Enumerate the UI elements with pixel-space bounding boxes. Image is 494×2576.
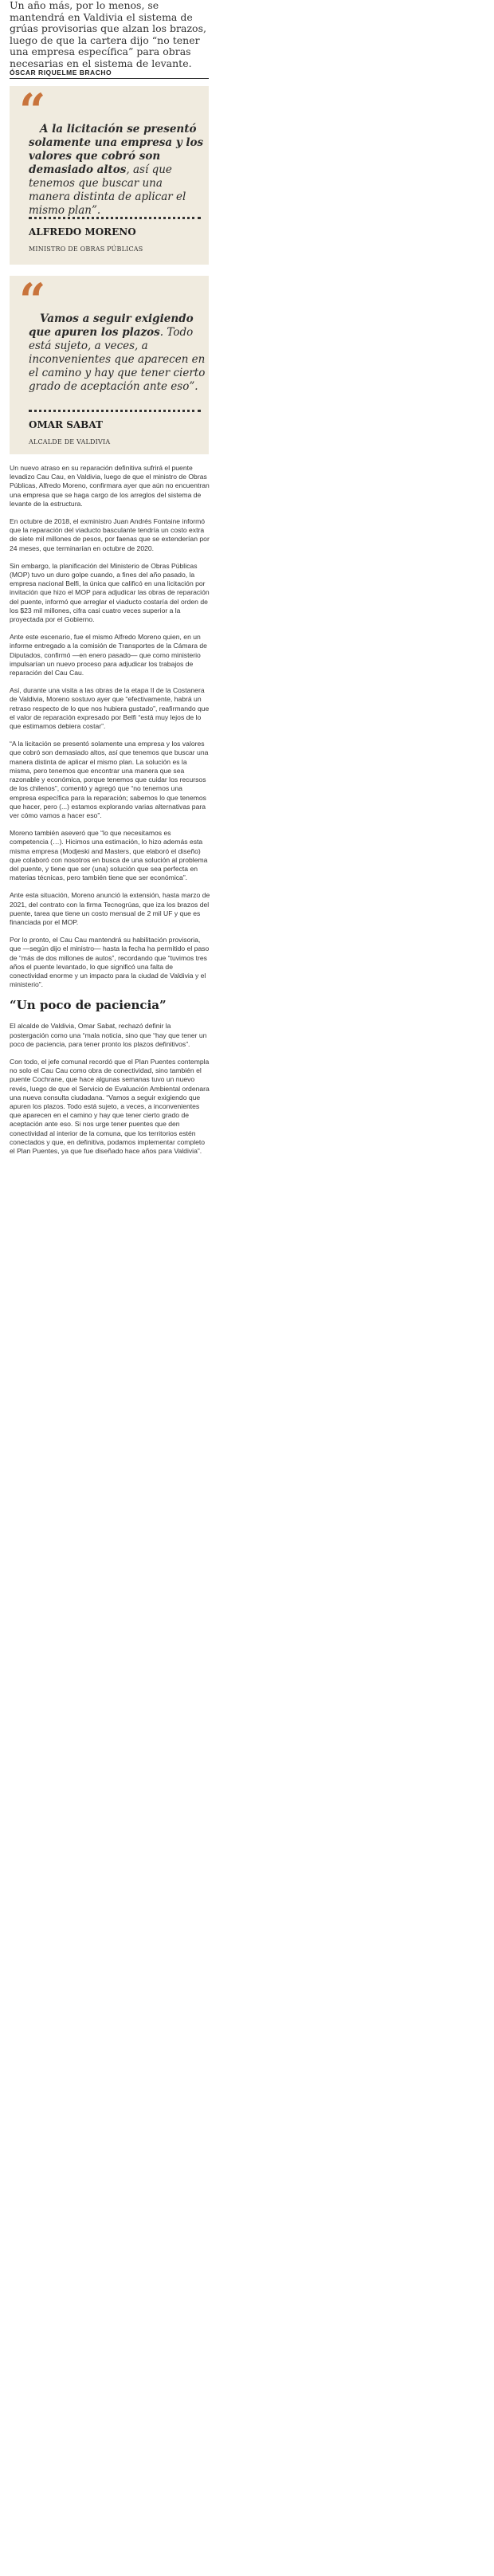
- pull-quote-moreno: [10, 86, 209, 265]
- byline: ÓSCAR RIQUELME BRACHO: [10, 69, 112, 77]
- pull-quote-text: [29, 123, 206, 218]
- quote-author-name: OMAR SABAT: [29, 419, 103, 430]
- dotted-divider: [29, 217, 201, 219]
- body-paragraph: Sin embargo, la planificación del Ministerio de Obras Públicas (MOP) tuvo un duro golpe cuando, a fines del año pasado, la empresa nacional Belfi, la única que calificó en una licitación por invitación que hizo el MOP para adjudicar las obras de reparación del puente, informó que arreglar el viaducto costaría del orden de los $23 mil millones, cifra casi cuatro veces superior a la proyectada por el Gobierno.: [10, 561, 210, 624]
- pull-quote-emphasis: Vamos a seguir exigiendo que apuren los plazos: [29, 312, 194, 339]
- article-body: [10, 464, 210, 1164]
- body-paragraph: “A la licitación se presentó solamente una empresa y los valores que cobró son demasiado altos, así que tenemos que buscar una manera distinta de aplicar el mismo plan. La solución es la misma, pero tenemos que encontrar una manera que sea razonable y económica, porque tenemos que cuidar los recursos de los chilenos”, comentó y agregó que “no tenemos una empresa específica para la reparación; sabemos lo que tenemos que hacer, pero (...) estamos explorando varias alternativas para ver cómo vamos a hacer eso”.: [10, 740, 209, 819]
- quote-author-role: ALCALDE DE VALDIVIA: [29, 438, 111, 446]
- pull-quote-sabat: [10, 273, 209, 454]
- body-paragraph: En octubre de 2018, el exministro Juan Andrés Fontaine informó que la reparación del viaducto basculante tendría un costo extra de siete mil millones de pesos, por faenas que se extenderían por 24 meses, que terminarían en octubre de 2020.: [10, 517, 210, 552]
- body-paragraph: El alcalde de Valdivia, Omar Sabat, rechazó definir la postergación como una “mala noticia, sino que “hay que tener un poco de paciencia, para tener pronto los plazos definitivos”.: [10, 1022, 207, 1048]
- quote-mark-icon: “: [19, 273, 46, 328]
- pull-quote-text: [29, 312, 206, 394]
- body-paragraph: Ante este escenario, fue el mismo Alfredo Moreno quien, en un informe entregado a la comisión de Transportes de la Cámara de Diputados, confirmó —en enero pasado— que como ministerio impulsarían un nuevo proceso para adjudicar los trabajos de reparación del Cau Cau.: [10, 633, 207, 677]
- body-paragraph: Ante esta situación, Moreno anunció la extensión, hasta marzo de 2021, del contrato con la firma Tecnogrúas, que iza los brazos del puente, tarea que tiene un costo mensual de 2 mil UF y que es financiada por el MOP.: [10, 891, 210, 926]
- pull-quote-rest: . Todo está sujeto, a veces, a inconvenientes que aparecen en el camino y hay que tener cierto grado de aceptación ante eso”.: [29, 326, 206, 393]
- section-subheading: “Un poco de paciencia”: [10, 998, 167, 1013]
- quote-author-role: MINISTRO DE OBRAS PÚBLICAS: [29, 245, 143, 253]
- dotted-divider: [29, 410, 201, 412]
- byline-divider: [10, 78, 209, 79]
- quote-author-name: ALFREDO MORENO: [29, 226, 136, 238]
- pull-quote-emphasis: A la licitación se presentó solamente una empresa y los valores que cobró son demasiado altos: [29, 123, 204, 176]
- pull-quote-rest: , así que tenemos que buscar una manera distinta de aplicar el mismo plan”.: [29, 163, 186, 217]
- body-paragraph: Con todo, el jefe comunal recordó que el Plan Puentes contempla no solo el Cau Cau como obra de conectividad, sino también el puente Cochrane, que hace algunas semanas tuvo un nuevo revés, luego de que el Servicio de Evaluación Ambiental ordenara una nueva consulta ciudadana. “Vamos a seguir exigiendo que apuren los plazos. Todo está sujeto, a veces, a inconvenientes que aparecen en el camino y hay que tener cierto grado de aceptación ante eso. Si nos urge tener puentes que den conectividad al interior de la comuna, que los territorios estén conectados y que, en definitiva, podamos implementar completo el Plan Puentes, ya que fue diseñado hace años para Valdivia”.: [10, 1057, 210, 1155]
- body-paragraph: Un nuevo atraso en su reparación definitiva sufrirá el puente levadizo Cau Cau, en Valdivia, luego de que el ministro de Obras Públicas, Alfredo Moreno, confirmara ayer que aún no encuentran una empresa que se haga cargo de los arreglos del sistema de levante de la estructura.: [10, 464, 210, 508]
- article-lead: Un año más, por lo menos, se mantendrá en Valdivia el sistema de grúas provisorias que alzan los brazos, luego de que la cartera dijo “no tener una empresa específica” para obras necesarias en el sistema de levante.: [10, 0, 206, 69]
- body-paragraph: Por lo pronto, el Cau Cau mantendrá su habilitación provisoria, que —según dijo el ministro— hasta la fecha ha permitido el paso de “más de dos millones de autos”, recordando que “tuvimos tres años el puente levantado, lo que significó una falta de conectividad enorme y un impacto para la ciudad de Valdivia y el ministerio”.: [10, 936, 210, 989]
- body-paragraph: Moreno también aseveró que “lo que necesitamos es competencia (…). Hicimos una estimación, lo hizo además esta misma empresa (Modjeski and Masters, que elaboró el diseño) que colaboró con nosotros en busca de una solución al problema del puente, y tiene que ser (una) solución que sea perfecta en materias técnicas, pero también tiene que ser económica”.: [10, 829, 208, 882]
- body-paragraph: Así, durante una visita a las obras de la etapa II de la Costanera de Valdivia, Moreno sostuvo ayer que “efectivamente, habrá un retraso respecto de lo que nos hubiera gustado”, reafirmando que el valor de reparación expresado por Belfi “está muy lejos de lo que estimamos debiera costar”.: [10, 686, 210, 731]
- quote-mark-icon: “: [19, 84, 46, 138]
